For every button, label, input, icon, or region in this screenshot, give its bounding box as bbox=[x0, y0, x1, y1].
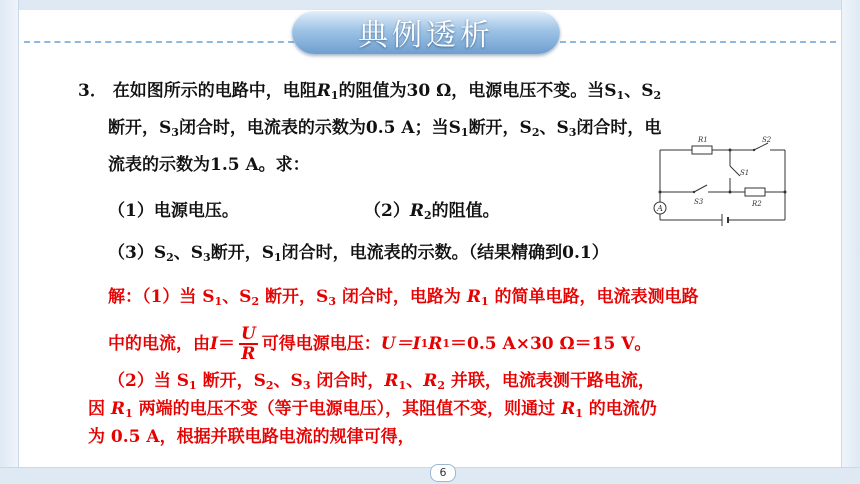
text: 2 bbox=[423, 209, 432, 222]
text: 1 bbox=[214, 295, 223, 308]
solution-line-4 bbox=[88, 398, 657, 425]
frame-top bbox=[0, 0, 860, 10]
label-r2: R2 bbox=[752, 200, 762, 208]
text: 1 bbox=[273, 251, 282, 264]
text: （3）S bbox=[108, 243, 167, 263]
text: 断开，S bbox=[210, 243, 274, 263]
text: 因 bbox=[88, 399, 111, 419]
text: 2 bbox=[437, 379, 445, 392]
text: 1 bbox=[420, 337, 429, 350]
text: R bbox=[110, 399, 126, 419]
text: 闭合时，电路为 bbox=[335, 287, 467, 307]
junction-dot bbox=[729, 149, 732, 152]
text: 并联，电流表测干路电流， bbox=[445, 371, 655, 391]
text: 3 bbox=[203, 251, 211, 264]
switch-s3-pivot bbox=[693, 191, 695, 193]
text: 1 bbox=[616, 89, 625, 102]
header-dash-left bbox=[24, 41, 294, 43]
text: 、S bbox=[173, 243, 204, 263]
text: I bbox=[210, 334, 218, 354]
text: 的阻值。 bbox=[431, 201, 500, 221]
frame-right bbox=[841, 0, 860, 484]
text: ＝ bbox=[217, 334, 235, 354]
text: 1 bbox=[189, 379, 197, 392]
frame-left bbox=[0, 0, 19, 484]
switch-s2 bbox=[754, 143, 768, 150]
text: 闭合时，电流表的示数。（结果精确到0.1） bbox=[281, 243, 609, 263]
switch-s2-pivot bbox=[753, 149, 755, 151]
resistor-r1 bbox=[692, 146, 712, 154]
text: 断开，S bbox=[259, 287, 329, 307]
circuit-diagram bbox=[640, 130, 790, 230]
junction-dot bbox=[659, 191, 662, 194]
text: 的阻值为30 Ω，电源电压不变。当S bbox=[338, 81, 617, 101]
text: 、S bbox=[273, 371, 303, 391]
text: U＝I bbox=[380, 334, 421, 354]
text: R bbox=[466, 287, 481, 307]
text: 1 bbox=[330, 89, 339, 102]
text: 3 bbox=[328, 295, 336, 308]
text: 1 bbox=[398, 379, 407, 392]
junction-dot bbox=[729, 191, 732, 194]
text: 闭合时， bbox=[310, 371, 385, 391]
text: 可得电源电压： bbox=[261, 334, 381, 354]
text: R bbox=[384, 371, 399, 391]
text: 1 bbox=[575, 407, 583, 420]
text: （2） bbox=[364, 201, 410, 221]
problem-line-3: 流表的示数为1.5 A。求： bbox=[108, 155, 310, 175]
text: （2）当 S bbox=[108, 371, 190, 391]
text: R bbox=[561, 399, 576, 419]
text: 、 bbox=[406, 371, 424, 391]
text: 2 bbox=[166, 251, 174, 264]
text: U bbox=[240, 324, 256, 344]
page-number: 6 bbox=[430, 464, 456, 482]
text: 的电流仍 bbox=[582, 399, 657, 419]
text: 在如图所示的电路中，电阻 bbox=[112, 81, 317, 101]
junction-dot bbox=[784, 191, 787, 194]
text: R bbox=[409, 201, 424, 221]
solution-line-3 bbox=[108, 370, 655, 397]
text: 、S bbox=[222, 287, 252, 307]
fraction-u-over-r bbox=[239, 325, 258, 363]
text: 2 bbox=[653, 89, 662, 102]
solution-line-1 bbox=[108, 286, 699, 313]
text: 、S bbox=[624, 81, 654, 101]
question-3 bbox=[108, 242, 609, 269]
text: 闭合时，电 bbox=[576, 118, 662, 138]
solution-line-2 bbox=[108, 324, 651, 364]
text: 1 bbox=[442, 337, 451, 350]
label-r1: R1 bbox=[698, 136, 708, 144]
text: 断开，S bbox=[468, 118, 532, 138]
switch-s3 bbox=[694, 185, 707, 192]
text: 1 bbox=[480, 295, 489, 308]
text: 3 bbox=[171, 126, 179, 139]
question-2 bbox=[364, 200, 500, 227]
text: 1 bbox=[460, 126, 469, 139]
text: R bbox=[428, 334, 443, 354]
problem-line-2 bbox=[108, 117, 661, 144]
resistor-r2 bbox=[745, 188, 765, 196]
page-title: 典例透析 bbox=[358, 18, 494, 53]
question-1: （1）电源电压。 bbox=[108, 201, 239, 221]
problem-line-1 bbox=[78, 80, 661, 107]
text: 两端的电压不变（等于电源电压），其阻值不变，则通过 bbox=[132, 399, 562, 419]
text: 1 bbox=[125, 407, 133, 420]
text: 闭合时，电流表的示数为0.5 A；当S bbox=[178, 118, 461, 138]
header-dash-right bbox=[560, 41, 836, 43]
text: 的简单电路，电流表测电路 bbox=[488, 287, 699, 307]
ammeter-label: A bbox=[657, 204, 663, 213]
text: ＝0.5 A×30 Ω＝15 V。 bbox=[450, 334, 652, 354]
text: 断开，S bbox=[196, 371, 266, 391]
text: 2 bbox=[251, 295, 260, 308]
text: 3 bbox=[568, 126, 577, 139]
text: 断开，S bbox=[108, 118, 172, 138]
text: 、S bbox=[539, 118, 569, 138]
text: 中的电流，由 bbox=[108, 334, 210, 354]
label-s3: S3 bbox=[694, 198, 704, 206]
text: R bbox=[316, 81, 331, 101]
text: R bbox=[423, 371, 438, 391]
solution-line-5: 为 0.5 A，根据并联电路电流的规律可得， bbox=[88, 427, 415, 447]
text: R bbox=[241, 344, 256, 364]
problem-number: 3． bbox=[78, 81, 107, 101]
label-s2: S2 bbox=[762, 136, 772, 144]
label-s1: S1 bbox=[740, 169, 750, 177]
title-banner bbox=[292, 10, 560, 54]
text: 解：（1）当 S bbox=[108, 287, 215, 307]
text: 2 bbox=[265, 379, 274, 392]
text: 2 bbox=[531, 126, 540, 139]
text: 3 bbox=[302, 379, 311, 392]
